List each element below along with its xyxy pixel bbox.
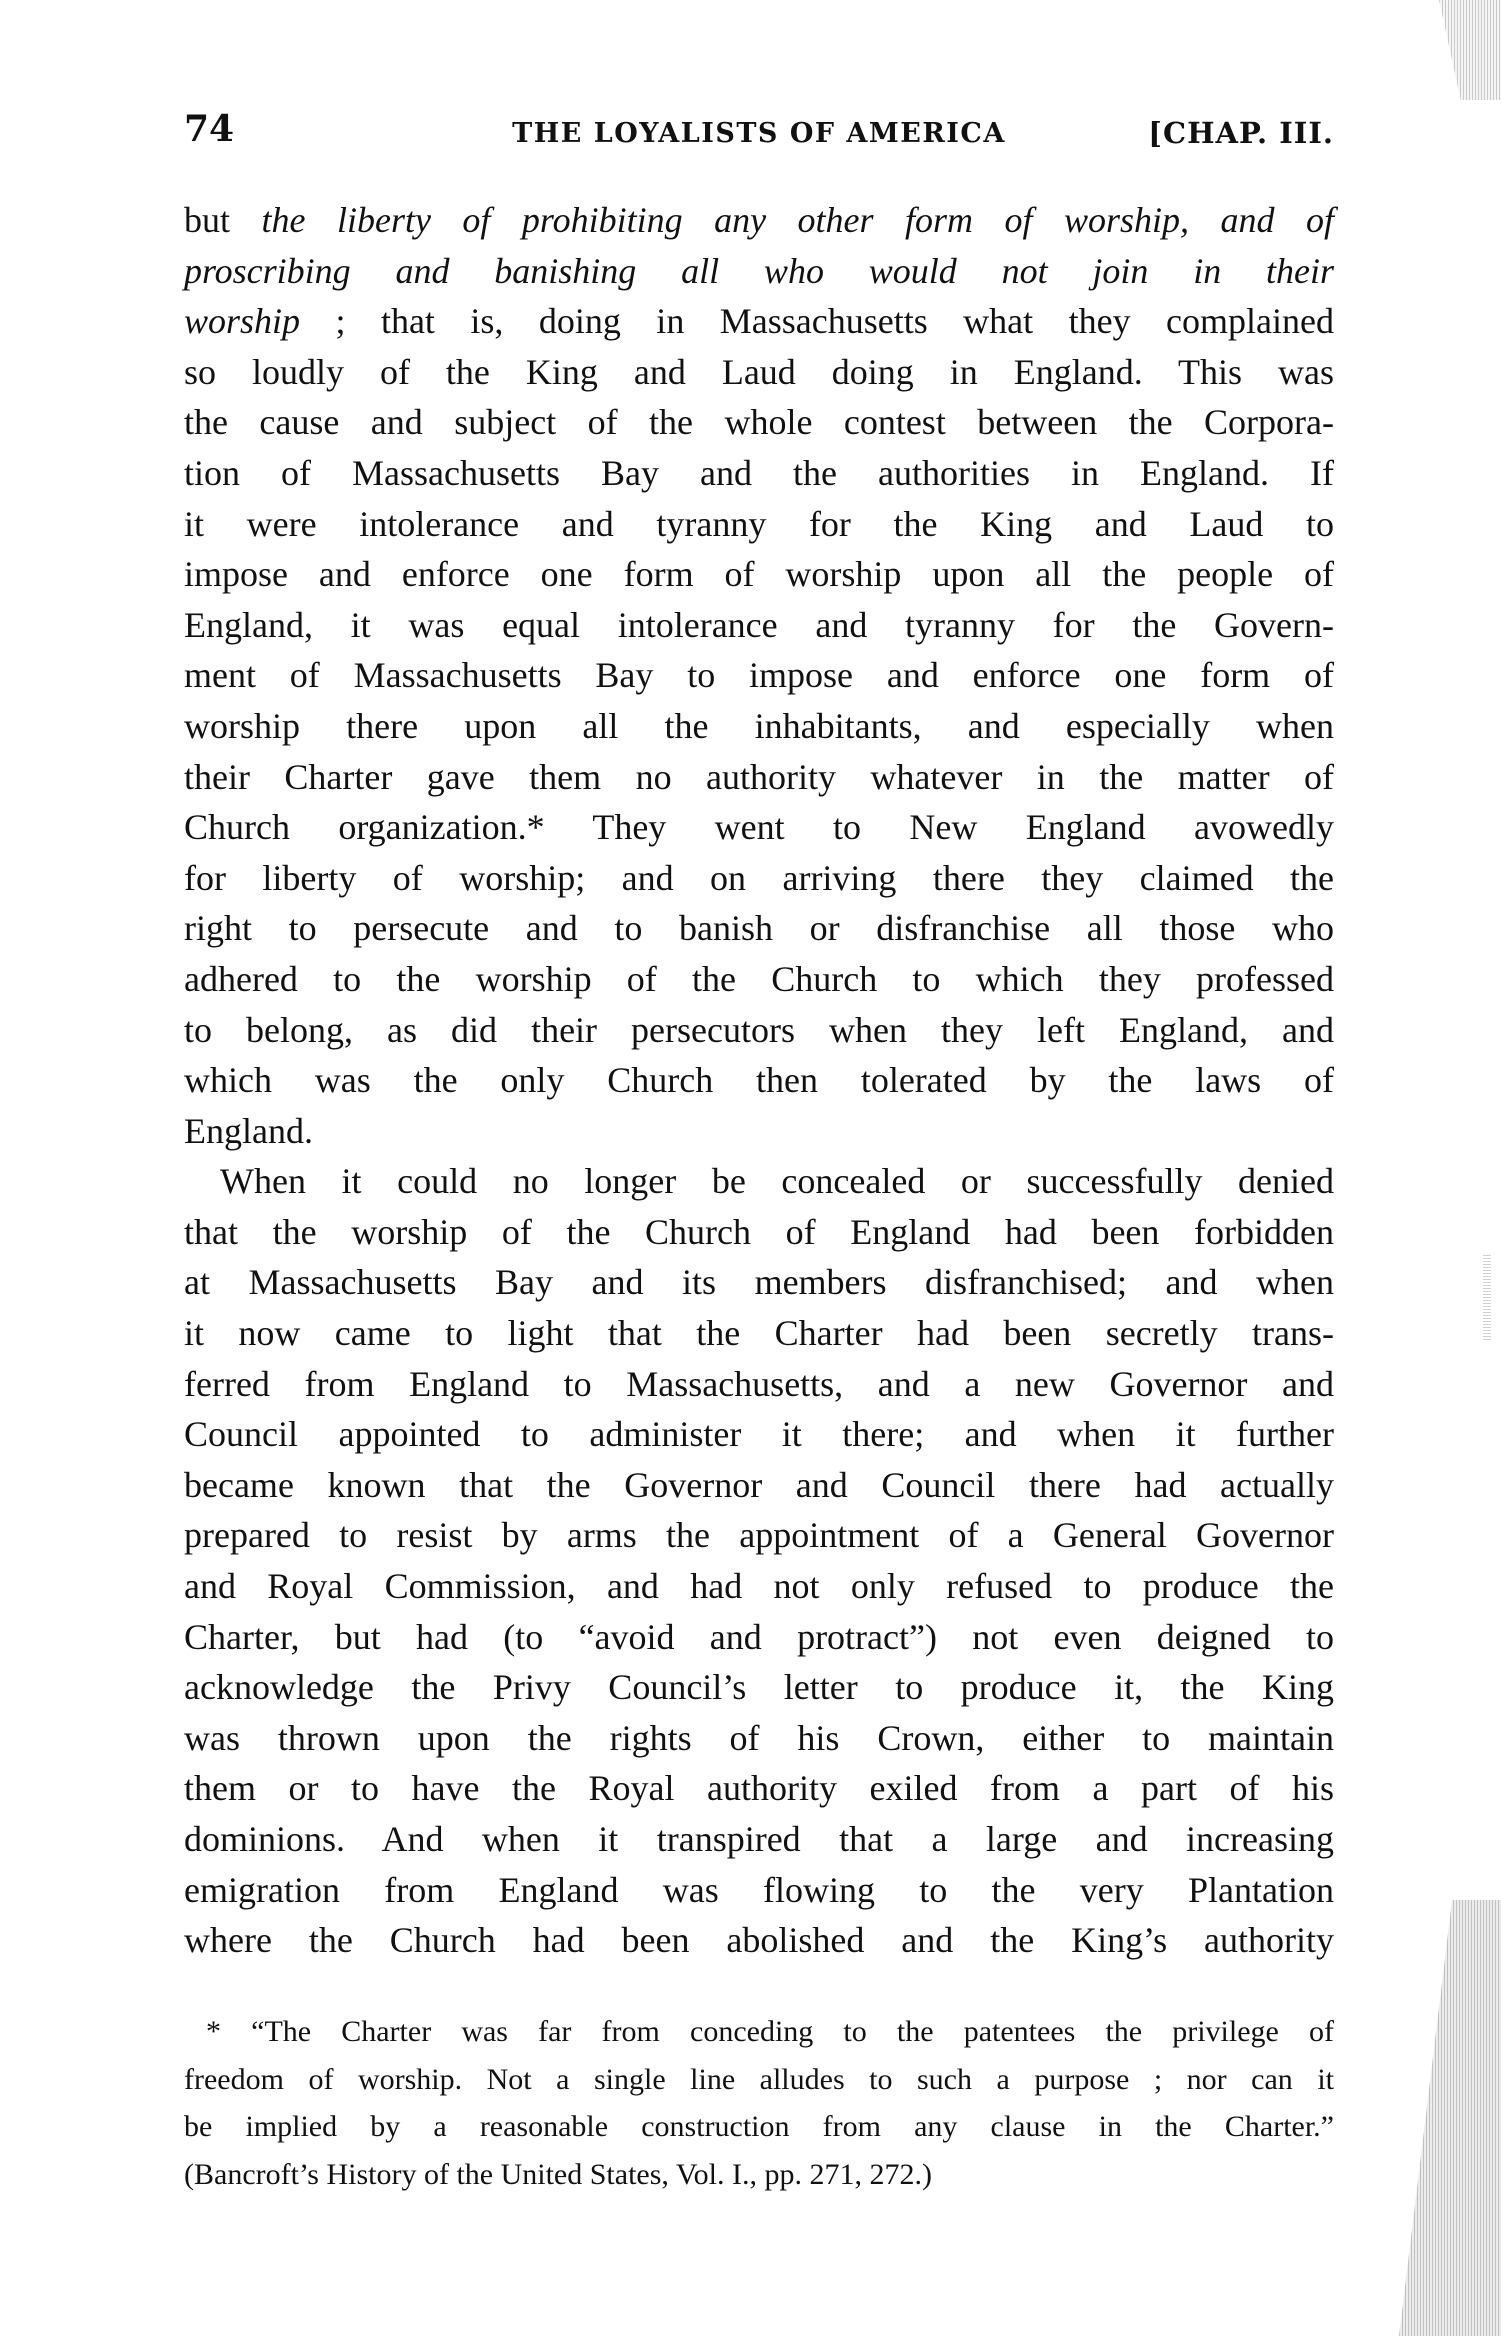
footnote-line: freedom of worship. Not a single line alludes to such a purpose ; nor can it <box>184 2062 1334 2096</box>
chapter-label: [CHAP. III. <box>1148 116 1334 150</box>
text-line: Council appointed to administer it there; and when it further <box>184 1414 1334 1455</box>
text-line: tion of Massachusetts Bay and the authorities in England. If <box>184 452 1334 493</box>
text-line: the cause and subject of the whole contest between the Corpora- <box>184 402 1334 443</box>
text-line: to belong, as did their persecutors when they left England, and <box>184 1009 1334 1050</box>
running-head <box>184 108 1334 152</box>
page-edge-mark <box>1483 1255 1491 1340</box>
text-line: which was the only Church then tolerated by the laws of <box>184 1060 1334 1101</box>
text-line: prepared to resist by arms the appointment of a General Governor <box>184 1515 1334 1556</box>
footnote-line: be implied by a reasonable construction from any clause in the Charter.” <box>184 2110 1334 2143</box>
body-text <box>184 195 1334 1966</box>
text-line: ment of Massachusetts Bay to impose and enforce one form of <box>184 655 1334 696</box>
text-line: worship there upon all the inhabitants, and especially when <box>184 705 1334 746</box>
text-line: them or to have the Royal authority exiled from a part of his <box>184 1768 1334 1809</box>
text-line: right to persecute and to banish or disfranchise all those who <box>184 908 1334 949</box>
text-line: acknowledge the Privy Council’s letter to produce it, the King <box>184 1667 1334 1708</box>
text-line: their Charter gave them no authority whatever in the matter of <box>184 756 1334 797</box>
text-line: that the worship of the Church of England had been forbidden <box>184 1211 1334 1252</box>
text-line: When it could no longer be concealed or successfully denied <box>220 1161 1334 1202</box>
footnote-line: * “The Charter was far from conceding to the patentees the privilege of <box>206 2015 1334 2048</box>
text-line: it were intolerance and tyranny for the King and Laud to <box>184 503 1334 544</box>
text-line: England, it was equal intolerance and tyranny for the Govern- <box>184 604 1334 645</box>
book-title: THE LOYALISTS OF AMERICA <box>512 118 1006 149</box>
text-line: ferred from England to Massachusetts, and a new Governor and <box>184 1363 1334 1404</box>
text-line: where the Church had been abolished and the King’s authority <box>184 1920 1334 1961</box>
footnote <box>184 2008 1334 2198</box>
text-line: was thrown upon the rights of his Crown, either to maintain <box>184 1717 1334 1758</box>
page-number: 74 <box>184 108 235 150</box>
text-line: proscribing and banishing all who would not join in their <box>184 250 1334 291</box>
text-line: worship ; that is, doing in Massachusetts what they complained <box>184 301 1334 342</box>
text-line: England. <box>184 1110 313 1151</box>
text-line: it now came to light that the Charter had been secretly trans- <box>184 1313 1334 1354</box>
text-line: at Massachusetts Bay and its members disfranchised; and when <box>184 1262 1334 1303</box>
text-line: became known that the Governor and Council there had actually <box>184 1464 1334 1505</box>
text-line: so loudly of the King and Laud doing in England. This was <box>184 351 1334 392</box>
page-edge-shadow-bottom <box>1399 1900 1501 2336</box>
text-line: for liberty of worship; and on arriving there they claimed the <box>184 857 1334 898</box>
text-line: emigration from England was flowing to the very Plantation <box>184 1869 1334 1910</box>
text-line: impose and enforce one form of worship upon all the people of <box>184 554 1334 595</box>
footnote-line: (Bancroft’s History of the United States, Vol. I., pp. 271, 272.) <box>184 2157 932 2191</box>
text-line: Church organization.* They went to New England avowedly <box>184 807 1334 848</box>
text-line: and Royal Commission, and had not only refused to produce the <box>184 1566 1334 1607</box>
text-line: dominions. And when it transpired that a large and increasing <box>184 1819 1334 1859</box>
text-line: but the liberty of prohibiting any other form of worship, and of <box>184 200 1334 240</box>
text-line: Charter, but had (to “avoid and protract”) not even deigned to <box>184 1616 1334 1657</box>
text-line: adhered to the worship of the Church to which they professed <box>184 958 1334 999</box>
page-edge-shadow-top <box>1439 0 1501 100</box>
